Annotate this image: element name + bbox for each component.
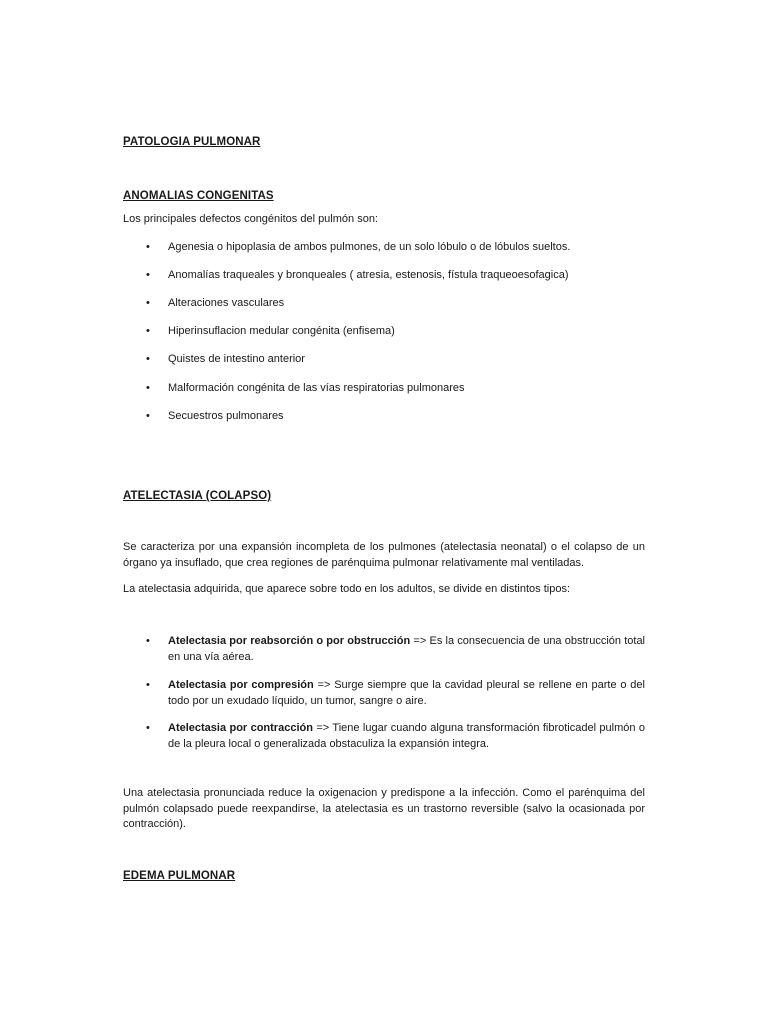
paragraph-definition: Se caracteriza por una expansión incompleta de los pulmones (atelectasia neonatal) o el colapso de un órgano ya insuflado, que crea regiones de parénquima pulmonar relativamente mal ventiladas. (123, 541, 645, 569)
list-item: • Quistes de intestino anterior (146, 353, 305, 365)
list-item: • Anomalías traqueales y bronqueales ( atresia, estenosis, fístula traqueoesofagica) (146, 269, 569, 281)
list-item: • Hiperinsuflacion medular congénita (enfisema) (146, 325, 395, 337)
list-item: • Agenesia o hipoplasia de ambos pulmones, de un solo lóbulo o de lóbulos sueltos. (146, 241, 571, 253)
section-heading-atelectasia: ATELECTASIA (COLAPSO) (123, 490, 272, 502)
section-heading-anomalias: ANOMALIAS CONGENITAS (123, 190, 274, 202)
list-item: • Atelectasia por compresión => Surge siempre que la cavidad pleural se rellene en parte o del todo por un exudado líquido, un tumor, sangre o aire. (146, 679, 645, 707)
section-heading-edema: EDEMA PULMONAR (123, 870, 236, 882)
list-item: • Atelectasia por reabsorción o por obstrucción => Es la consecuencia de una obstrucción total en una vía aérea. (146, 635, 646, 663)
list-item: • Secuestros pulmonares (146, 410, 284, 422)
section-intro: Los principales defectos congénitos del pulmón son: (123, 213, 378, 225)
paragraph-types-intro: La atelectasia adquirida, que aparece sobre todo en los adultos, se divide en distintos tipos: (123, 583, 571, 595)
page-title: PATOLOGIA PULMONAR (123, 136, 261, 148)
list-item: • Atelectasia por contracción => Tiene lugar cuando alguna transformación fibroticadel pulmón o de la pleura local o generalizada obstaculiza la expansión integra. (146, 722, 646, 750)
paragraph-conclusion: Una atelectasia pronunciada reduce la oxigenacion y predispone a la infección. Como el parénquima del pulmón colapsado puede reexpandirse, la atelectasia es un trastorno reversible (salvo la ocasionada por contracción). (123, 787, 645, 830)
list-item: • Malformación congénita de las vías respiratorias pulmonares (146, 382, 465, 394)
list-item: • Alteraciones vasculares (146, 297, 285, 309)
